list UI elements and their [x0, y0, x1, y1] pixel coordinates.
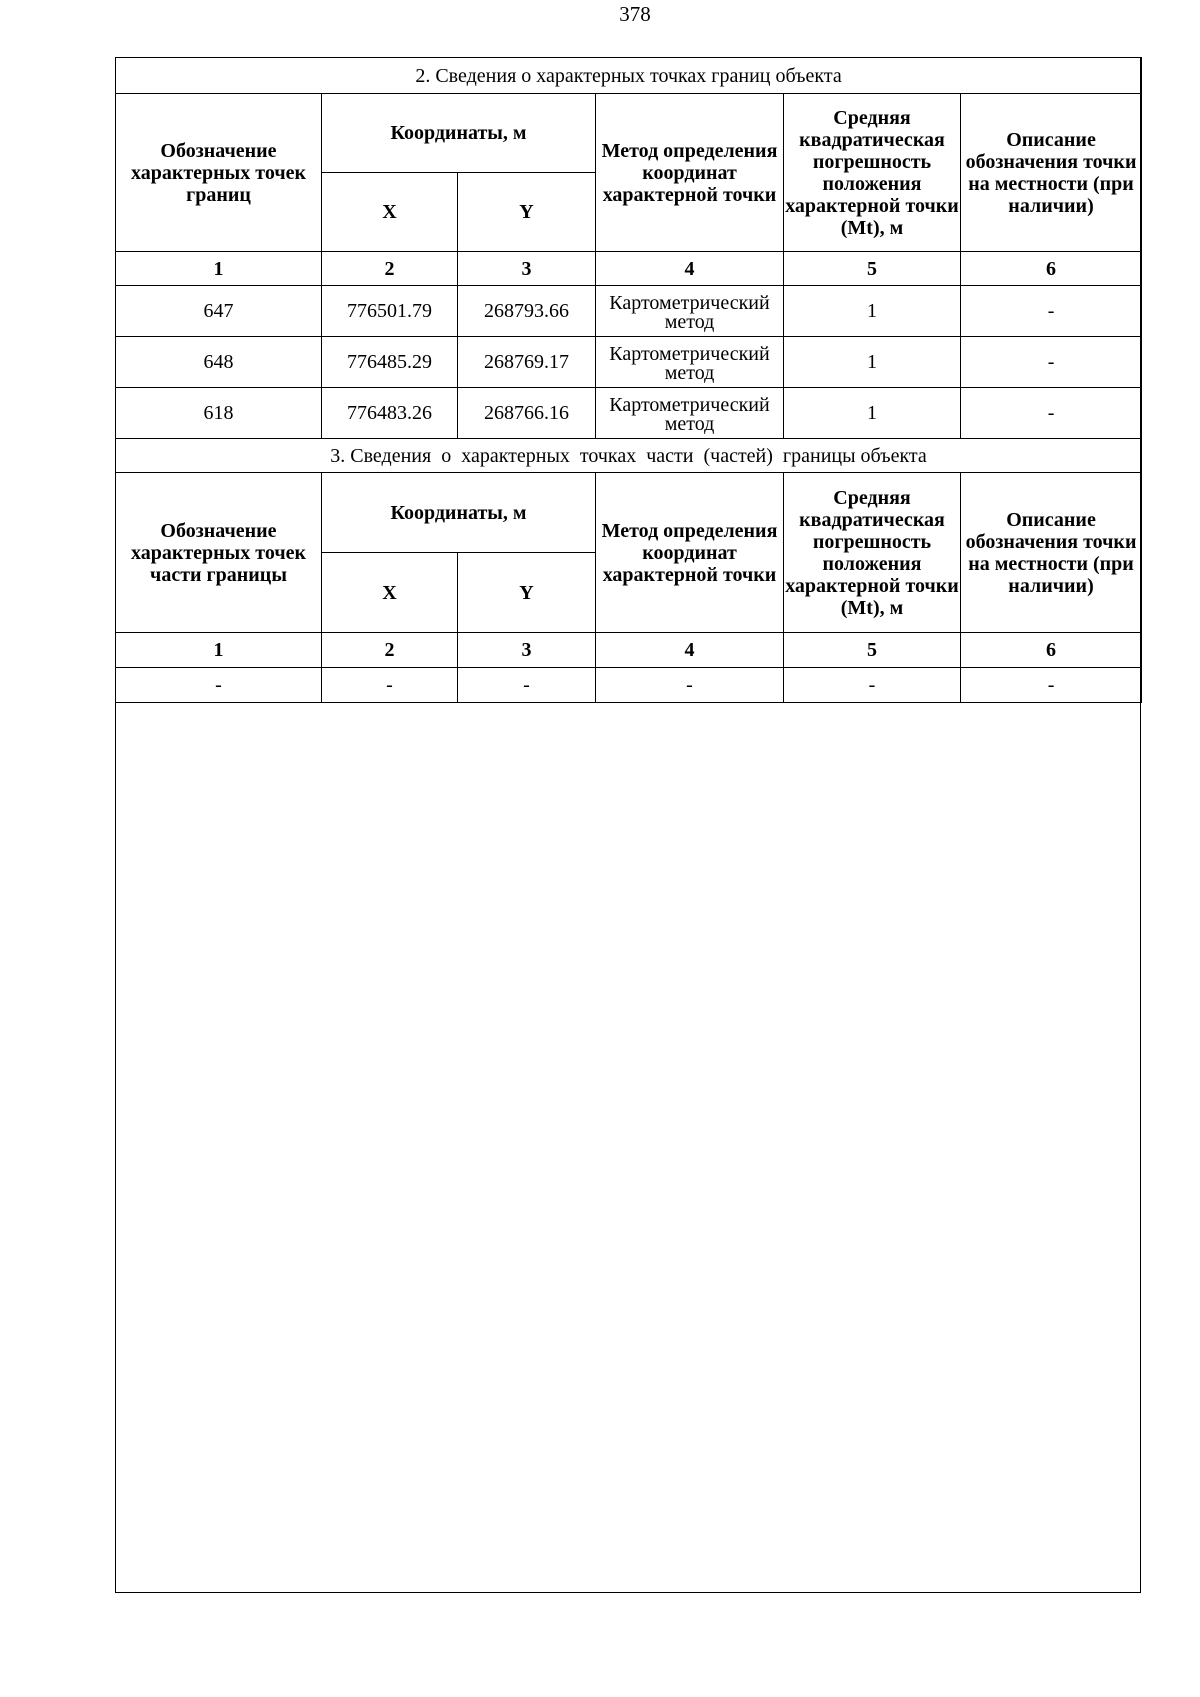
table-row [116, 337, 1142, 388]
method-line2: метод [664, 362, 715, 384]
point-id: 618 [116, 388, 322, 439]
method-cell [596, 286, 784, 337]
column-number: 2 [322, 252, 458, 286]
header-y: Y [458, 553, 596, 633]
table-row [116, 668, 1142, 703]
mt-value: 1 [784, 388, 961, 439]
coord-x: 776501.79 [322, 286, 458, 337]
header-y: Y [458, 173, 596, 252]
method-cell: - [596, 668, 784, 703]
point-id: 648 [116, 337, 322, 388]
coord-x: 776483.26 [322, 388, 458, 439]
description: - [961, 337, 1142, 388]
table-row [116, 388, 1142, 439]
column-number: 6 [961, 252, 1142, 286]
header-error: Средняя квадратическая погрешность положения характерной точки (Mt), м [784, 94, 961, 252]
column-number: 4 [596, 633, 784, 668]
header-coordinates: Координаты, м [322, 473, 596, 553]
coord-y: 268793.66 [458, 286, 596, 337]
coord-x: 776485.29 [322, 337, 458, 388]
description: - [961, 286, 1142, 337]
header-coordinates: Координаты, м [322, 94, 596, 173]
method-line1: Картометрический [609, 292, 770, 314]
column-number: 4 [596, 252, 784, 286]
mt-value: 1 [784, 337, 961, 388]
header-x: X [322, 553, 458, 633]
point-id: - [116, 668, 322, 703]
coord-y: 268769.17 [458, 337, 596, 388]
column-number: 5 [784, 252, 961, 286]
column-number: 3 [458, 252, 596, 286]
description: - [961, 388, 1142, 439]
point-id: 647 [116, 286, 322, 337]
method-cell [596, 337, 784, 388]
column-number: 6 [961, 633, 1142, 668]
header-description: Описание обозначения точки на местности (при наличии) [961, 94, 1142, 252]
header-method: Метод определения координат характерной точки [596, 94, 784, 252]
mt-value: 1 [784, 286, 961, 337]
header-x: X [322, 173, 458, 252]
coord-y: - [458, 668, 596, 703]
table-row [116, 286, 1142, 337]
mt-value: - [784, 668, 961, 703]
method-cell [596, 388, 784, 439]
method-line1: Картометрический [609, 343, 770, 365]
column-number: 5 [784, 633, 961, 668]
header-designation: Обозначение характерных точек части границы [116, 473, 322, 633]
header-designation: Обозначение характерных точек границ [116, 94, 322, 252]
coord-x: - [322, 668, 458, 703]
method-line2: метод [664, 311, 715, 333]
column-number: 3 [458, 633, 596, 668]
column-number: 1 [116, 252, 322, 286]
page-number: 378 [619, 2, 651, 26]
method-line2: метод [664, 413, 715, 435]
coord-y: 268766.16 [458, 388, 596, 439]
header-description: Описание обозначения точки на местности (при наличии) [961, 473, 1142, 633]
header-method: Метод определения координат характерной точки [596, 473, 784, 633]
description: - [961, 668, 1142, 703]
section2-title: 2. Сведения о характерных точках границ объекта [116, 58, 1142, 94]
points-table [115, 57, 1142, 703]
column-number: 2 [322, 633, 458, 668]
column-number: 1 [116, 633, 322, 668]
method-line1: Картометрический [609, 394, 770, 416]
header-error: Средняя квадратическая погрешность положения характерной точки (Mt), м [784, 473, 961, 633]
section3-title: 3. Сведения о характерных точках части (частей) границы объекта [116, 439, 1142, 473]
